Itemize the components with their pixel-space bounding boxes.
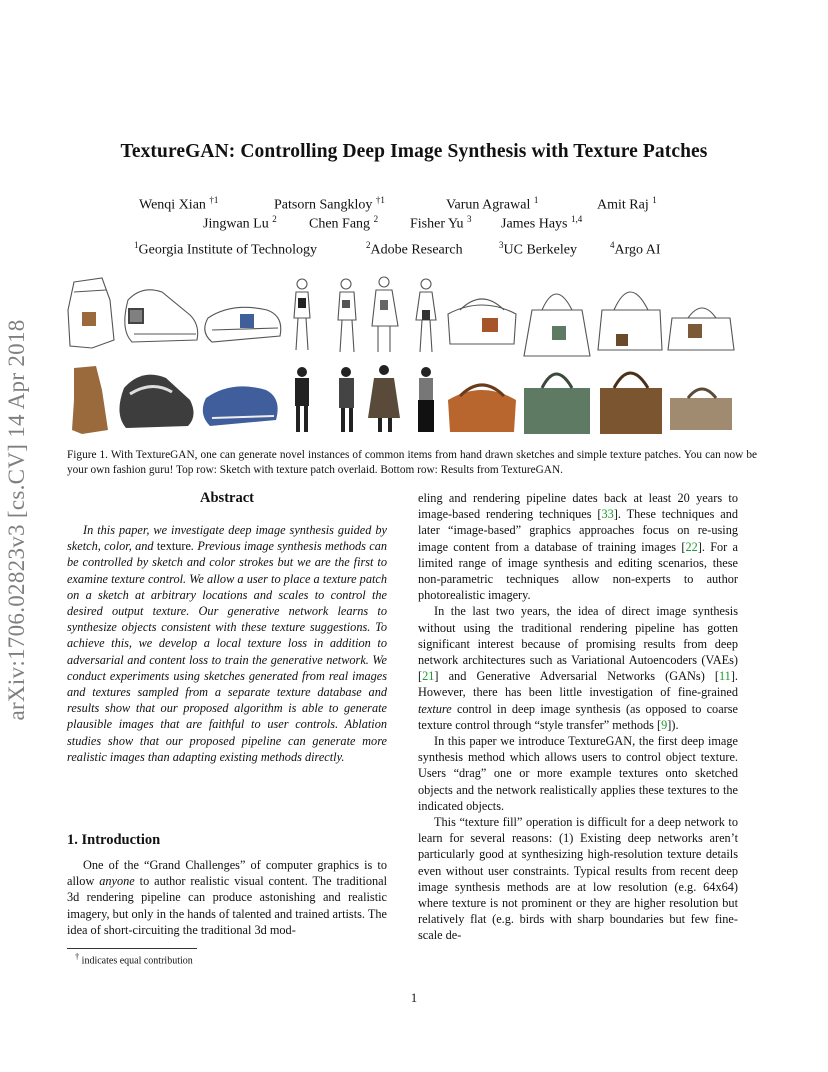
author-6: Chen Fang $^2$ <box>309 214 379 232</box>
affiliation-2: $^2$Adobe Research <box>366 240 463 258</box>
arxiv-stamp: arXiv:1706.02823v3 [cs.CV] 14 Apr 2018 <box>4 319 29 721</box>
citation-9[interactable]: 9 <box>661 717 668 732</box>
author-3: Varun Agrawal $^1$ <box>446 195 539 213</box>
section-heading-introduction: 1. Introduction <box>67 832 161 848</box>
author-8: James Hays $^{1,4}$ <box>501 214 583 232</box>
footnote: † indicates equal contribution <box>75 952 193 967</box>
citation-21[interactable]: 21 <box>422 669 435 684</box>
author-7: Fisher Yu $^3$ <box>410 214 472 232</box>
right-column-text <box>418 490 738 944</box>
paragraph-texturegan-intro: In this paper we introduce TextureGAN, the first deep image synthesis method which allows users to control object texture. Users “drag” one or more example textures onto sketched objects and the network realistically applies these textures to the indicated objects. <box>418 734 738 813</box>
paper-title: TextureGAN: Controlling Deep Image Synthesis with Texture Patches <box>120 141 708 162</box>
citation-22[interactable]: 22 <box>685 539 698 554</box>
citation-11[interactable]: 11 <box>718 669 731 684</box>
page-number: 1 <box>410 991 418 1005</box>
author-1: Wenqi Xian $^{\dagger 1}$ <box>139 195 219 213</box>
figure-result-row <box>72 365 732 434</box>
paragraph-texture-fill: This “texture fill” operation is difficult for a deep network to learn for several reasons: (1) Existing deep networks aren’t particularly good at synthesizing high-resolution texture details even without user constraints. Typical results from recent deep image synthesis methods are at low resolution (e.g. 64x64) where texture is not prominent or they are higher resolution but relatively flat (e.g. birds with sharp boundaries but few fine-scale de- <box>418 815 738 943</box>
abstract-heading: Abstract <box>200 490 254 506</box>
footnote-rule <box>67 948 197 949</box>
author-4: Amit Raj $^1$ <box>597 195 657 213</box>
affiliation-3: $^3$UC Berkeley <box>499 240 577 258</box>
abstract-text: In this paper, we investigate deep image synthesis guided by sketch, color, and texture. Previous image synthesis methods can be controlled by sketch and color strokes but we are the first to examine texture control. We allow a user to place a texture patch on a sketch at arbitrary locations and scales to control the desired output texture. Our generative network learns to synthesize objects consistent with these texture suggestions. To achieve this, we develop a local texture loss in addition to adversarial and content loss to train the generative network. We conduct experiments using sketches generated from real images and textures sampled from a separate texture database and results show that our proposed algorithm is able to generate plausible images that are faithful to user controls. Ablation studies show that our proposed pipeline can generate more realistic images than adapting existing methods directly. <box>67 523 388 764</box>
figure-sketch-row <box>68 277 734 356</box>
citation-33[interactable]: 33 <box>601 507 614 522</box>
author-2: Patsorn Sangkloy $^{\dagger 1}$ <box>274 195 385 213</box>
author-5: Jingwan Lu $^2$ <box>203 214 277 232</box>
abstract-texture-word: texture <box>156 539 191 554</box>
paragraph-direct-synthesis: In the last two years, the idea of direct image synthesis without using the traditional rendering pipeline has gotten significant interest because of promising results from deep network architectures such as Variational Autoencoders (VAEs) [21] and Generative Adversarial Networks (GANs) [11]. However, there has been little investigation of fine-grained texture control in deep image synthesis (as opposed to coarse texture control through “style transfer” methods [9]). <box>418 604 739 732</box>
affiliation-1: $^1$Georgia Institute of Technology <box>134 240 318 258</box>
intro-text: One of the “Grand Challenges” of computer graphics is to allow anyone to author realistic visual content. The traditional 3d rendering pipeline can produce astonishing and realistic imagery, but only in the hands of talented and trained artists. The idea of short-circuiting the traditional 3d mod- <box>67 858 388 937</box>
affiliation-4: $^4$Argo AI <box>610 240 661 258</box>
paragraph-rendering-history: eling and rendering pipeline dates back at least 20 years to image-based rendering techniques [33]. These techniques and later “image-based” graphics approaches focus on re-using image content from a database of training images [22]. For a limited range of image synthesis and editing scenarios, these non-parametric techniques allow non-experts to author photorealistic imagery. <box>418 491 739 603</box>
figure-caption: Figure 1. With TextureGAN, one can generate novel instances of common items from hand drawn sketches and simple texture patches. You can now be your own fashion guru! Top row: Sketch with texture patch overlaid. Bottom row: Results from TextureGAN. <box>67 449 757 476</box>
figure-1-image <box>62 270 766 438</box>
figure-texture-patches <box>82 298 702 346</box>
